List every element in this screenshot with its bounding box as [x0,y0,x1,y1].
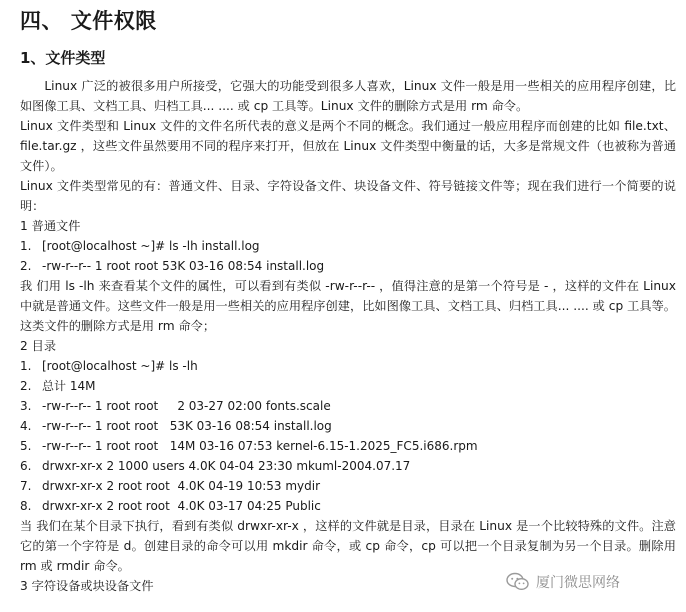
code-line [20,436,676,456]
line-text: -rw-r--r-- 1 root root 53K 03-16 08:54 install.log [42,419,332,433]
line-number: 8. [20,499,32,513]
line-text: -rw-r--r-- 1 root root 53K 03-16 08:54 install.log [42,259,325,273]
page-heading: 四、 文件权限 [20,9,157,33]
line-text: -rw-r--r-- 1 root root 2 03-27 02:00 fonts.scale [42,399,331,413]
line-number: 2. [20,379,32,393]
code-line [20,456,676,476]
subsection-directory: 2 目录 [20,339,57,353]
code-line [20,496,676,516]
subsection-device-file: 3 字符设备或块设备文件 [20,579,154,593]
line-number: 7. [20,479,32,493]
code-line [20,416,676,436]
line-text: 总计 14M [42,379,96,393]
paragraph-directory-explain: 当 我们在某个目录下执行，看到有类似 drwxr-xr-x ，这样的文件就是目录，目录在 Linux 是一个比较特殊的文件。注意它的第一个字符是 d。创建目录的命令可以用 mkdir 命令，或 cp 命令，cp 可以把一个目录复制为另一个目录。删除用 rm 或 rmdir 命令。 [20,519,676,573]
line-number: 1. [20,239,32,253]
code-list-regular-file [20,236,676,276]
wechat-icon [506,572,530,592]
line-text: [root@localhost ~]# ls -lh install.log [42,239,260,253]
paragraph-regular-file-explain: 我 们用 ls -lh 来查看某个文件的属性，可以看到有类似 -rw-r--r-- ，值得注意的是第一个符号是 - ，这样的文件在 Linux 中就是普通文件。这些文件一般是用一些相关的应用程序创建，比如图像工具、文档工具、归档工具... .... 或 cp 工具等。这类文件的删除方式是用 rm 命令； [20,279,676,333]
line-text: [root@localhost ~]# ls -lh [42,359,198,373]
code-line [20,476,676,496]
code-line [20,256,676,276]
watermark [506,572,620,592]
line-text: drwxr-xr-x 2 root root 4.0K 03-17 04:25 Public [42,499,321,513]
paragraph-common-types: Linux 文件类型常见的有：普通文件、目录、字符设备文件、块设备文件、符号链接文件等；现在我们进行一个简要的说明： [20,179,676,213]
code-line [20,396,676,416]
paragraph-intro: Linux 广泛的被很多用户所接受，它强大的功能受到很多人喜欢，Linux 文件一般是用一些相关的应用程序创建，比如图像工具、文档工具、归档工具... .... 或 cp 工具等。Linux 文件的删除方式是用 rm 命令。 [20,79,676,113]
line-text: drwxr-xr-x 2 1000 users 4.0K 04-04 23:30 mkuml-2004.07.17 [42,459,411,473]
line-number: 6. [20,459,32,473]
code-line [20,376,676,396]
line-number: 4. [20,419,32,433]
line-text: -rw-r--r-- 1 root root 14M 03-16 07:53 kernel-6.15-1.2025_FC5.i686.rpm [42,439,478,453]
watermark-text: 厦门微思网络 [536,575,620,591]
paragraph-file-type-meaning: Linux 文件类型和 Linux 文件的文件名所代表的意义是两个不同的概念。我们通过一般应用程序而创建的比如 file.txt、file.tar.gz ，这些文件虽然要用不同的程序来打开，但放在 Linux 文件类型中衡量的话，大多是常规文件（也被称为普通文件）。 [20,119,676,173]
subsection-regular-file: 1 普通文件 [20,219,81,233]
code-line [20,236,676,256]
line-number: 5. [20,439,32,453]
line-number: 1. [20,359,32,373]
code-line [20,356,676,376]
line-number: 2. [20,259,32,273]
line-text: drwxr-xr-x 2 root root 4.0K 04-19 10:53 mydir [42,479,321,493]
code-list-directory [20,356,676,516]
line-number: 3. [20,399,32,413]
section-heading-file-types: 1、文件类型 [20,49,106,67]
